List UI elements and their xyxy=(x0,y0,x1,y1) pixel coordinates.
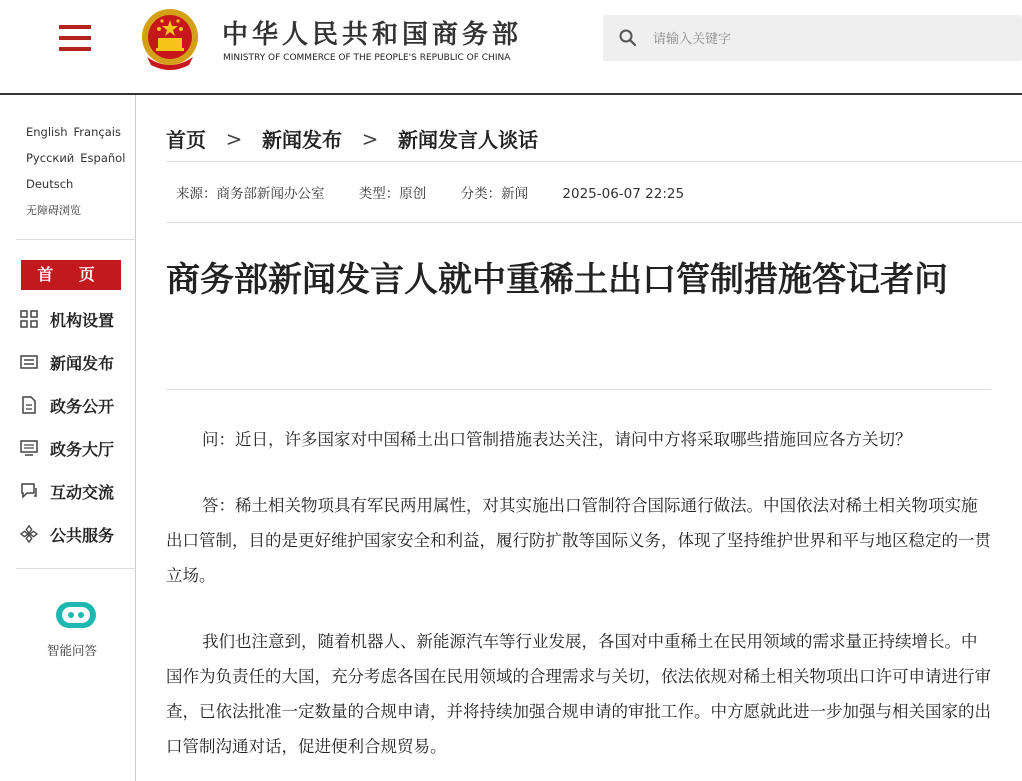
accessibility-link[interactable]: 无障碍浏览 xyxy=(26,204,81,217)
lang-french[interactable]: Français xyxy=(73,125,121,139)
document-icon xyxy=(20,396,38,414)
sidebar-item-label: 互动交流 xyxy=(50,482,115,502)
lang-russian[interactable]: Русский xyxy=(26,151,75,165)
chat-icon xyxy=(20,482,38,500)
service-icon xyxy=(20,525,38,543)
sidebar-item-label: 新闻发布 xyxy=(50,353,115,373)
lang-english[interactable]: English xyxy=(26,125,68,139)
breadcrumb-home[interactable]: 首页 xyxy=(166,128,206,152)
news-icon xyxy=(20,353,38,371)
meta-source: 来源：商务部新闻办公室 xyxy=(176,186,325,202)
sidebar-item-service-hall[interactable] xyxy=(20,435,114,461)
breadcrumb-news[interactable]: 新闻发布 xyxy=(262,128,342,152)
meta-category: 分类：新闻 xyxy=(460,186,529,202)
chevron-right-icon: > xyxy=(361,126,379,151)
site-title-en: MINISTRY OF COMMERCE OF THE PEOPLE'S REPUBLIC OF CHINA xyxy=(223,53,511,63)
divider xyxy=(16,568,135,569)
sidebar-item-label: 公共服务 xyxy=(50,525,115,545)
site-header xyxy=(0,0,1022,95)
lang-german[interactable]: Deutsch xyxy=(26,177,74,191)
divider xyxy=(166,222,1022,223)
sidebar-item-interaction[interactable] xyxy=(20,478,114,504)
sidebar-item-label: 政务大厅 xyxy=(50,439,115,459)
article-title: 商务部新闻发言人就中重稀土出口管制措施答记者问 xyxy=(166,260,948,300)
sidebar xyxy=(0,95,136,781)
lang-spanish[interactable]: Español xyxy=(80,151,126,165)
search-bar xyxy=(603,15,1022,61)
article-meta xyxy=(176,182,714,202)
monitor-icon xyxy=(20,439,38,457)
hamburger-menu-icon[interactable] xyxy=(59,25,91,51)
sidebar-item-gov-affairs[interactable] xyxy=(20,392,114,418)
grid-icon xyxy=(20,310,38,328)
sidebar-item-public-service[interactable] xyxy=(20,521,114,547)
sidebar-item-label: 机构设置 xyxy=(50,310,115,330)
assistant-label[interactable]: 智能问答 xyxy=(47,643,98,658)
sidebar-item-organization[interactable] xyxy=(20,306,114,332)
article-paragraph: 我们也注意到，随着机器人、新能源汽车等行业发展，各国对中重稀土在民用领域的需求量正持续增长。中国作为负责任的大国，充分考虑各国在民用领域的合理需求与关切，依法依规对稀土相关物项出口许可申请进行审查，已依法批准一定数量的合规申请，并将持续加强合规申请的审批工作。中方愿就此进一步加强与相关国家的出口管制沟通对话，促进便利合规贸易。 xyxy=(166,632,991,756)
robot-assistant-icon[interactable] xyxy=(54,598,98,632)
breadcrumb xyxy=(166,124,538,153)
breadcrumb-spokesman[interactable]: 新闻发言人谈话 xyxy=(398,128,538,152)
chevron-right-icon: > xyxy=(225,126,243,151)
site-title-cn: 中华人民共和国商务部 xyxy=(222,20,523,50)
meta-type: 类型：原创 xyxy=(358,186,427,202)
meta-datetime: 2025-06-07 22:25 xyxy=(562,186,685,202)
divider xyxy=(166,389,991,390)
divider xyxy=(166,161,1022,162)
sidebar-item-label: 政务公开 xyxy=(50,396,115,416)
sidebar-home-button[interactable]: 首 页 xyxy=(21,260,121,290)
article-paragraph: 问：近日，许多国家对中国稀土出口管制措施表达关注，请问中方将采取哪些措施回应各方关切？ xyxy=(202,430,912,449)
search-input[interactable] xyxy=(651,24,995,54)
language-list xyxy=(26,119,131,224)
divider xyxy=(16,239,135,240)
article-paragraph: 答：稀土相关物项具有军民两用属性，对其实施出口管制符合国际通行做法。中国依法对稀土相关物项实施出口管制，目的是更好维护国家安全和利益，履行防扩散等国际义务，体现了坚持维护世界和平与地区稳定的一贯立场。 xyxy=(166,496,991,585)
search-icon[interactable] xyxy=(618,28,638,48)
national-emblem-logo[interactable] xyxy=(139,7,201,71)
sidebar-item-news[interactable] xyxy=(20,349,114,375)
